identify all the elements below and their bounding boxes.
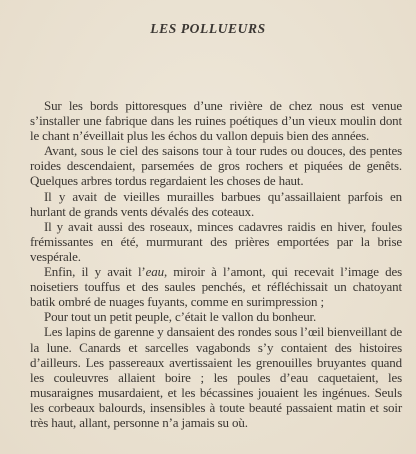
paragraph-4: Il y avait aussi des roseaux, minces cadavres raidis en hiver, foules frémissantes en été, murmurant des prières emportées par la brise vespérale. bbox=[30, 218, 402, 264]
paragraph-3: Il y avait de vieilles murailles barbues qu’assaillaient parfois en hurlant de grands vents dévalés des coteaux. bbox=[30, 188, 402, 219]
paragraph-5-start: Enfin, il y avait l’ bbox=[44, 264, 146, 280]
paragraph-6: Pour tout un petit peuple, c’était le vallon du bonheur. bbox=[44, 309, 317, 325]
paragraph-7: Les lapins de garenne y dansaient des rondes sous l’œil bienveillant de la lune. Canards et sarcelles vagabonds s’y contaient des histoires d’ailleurs. Les passereaux avertissaient les grenouilles bruyantes quand les couleuvres allaient boire ; les poules d’eau caquetaient, les musaraignes musardaient, et les bécassines jouaient les ingénues. Seuls les corbeaux balourds, insensibles à toute beauté passaient matin et soir très haut, allant, personne n’a jamais su où. bbox=[30, 324, 402, 430]
body-text bbox=[30, 98, 402, 430]
paragraph-5-end: , miroir à l’amont, qui recevait l’image des noisetiers touffus et des saules penchés, et réfléchissait un chatoyant batik ombré de nuages fuyants, comme en surimpression ; bbox=[30, 264, 402, 310]
paragraph-1: Sur les bords pittoresques d’une rivière de chez nous est venue s’installer une fabrique dans les ruines poétiques d’un vieux moulin dont le chant n’éveillait plus les échos du vallon depuis bien des années. bbox=[30, 98, 402, 144]
page-title: LES POLLUEURS bbox=[150, 21, 266, 36]
paragraph-2: Avant, sous le ciel des saisons tour à tour rudes ou douces, des pentes roides descendaient, parsemées de gros rochers et piquées de genêts. Quelques arbres tordus regardaient les choses de haut. bbox=[30, 143, 402, 189]
paragraph-5 bbox=[30, 264, 402, 309]
paragraph-5-italic-word: eau bbox=[145, 264, 164, 280]
